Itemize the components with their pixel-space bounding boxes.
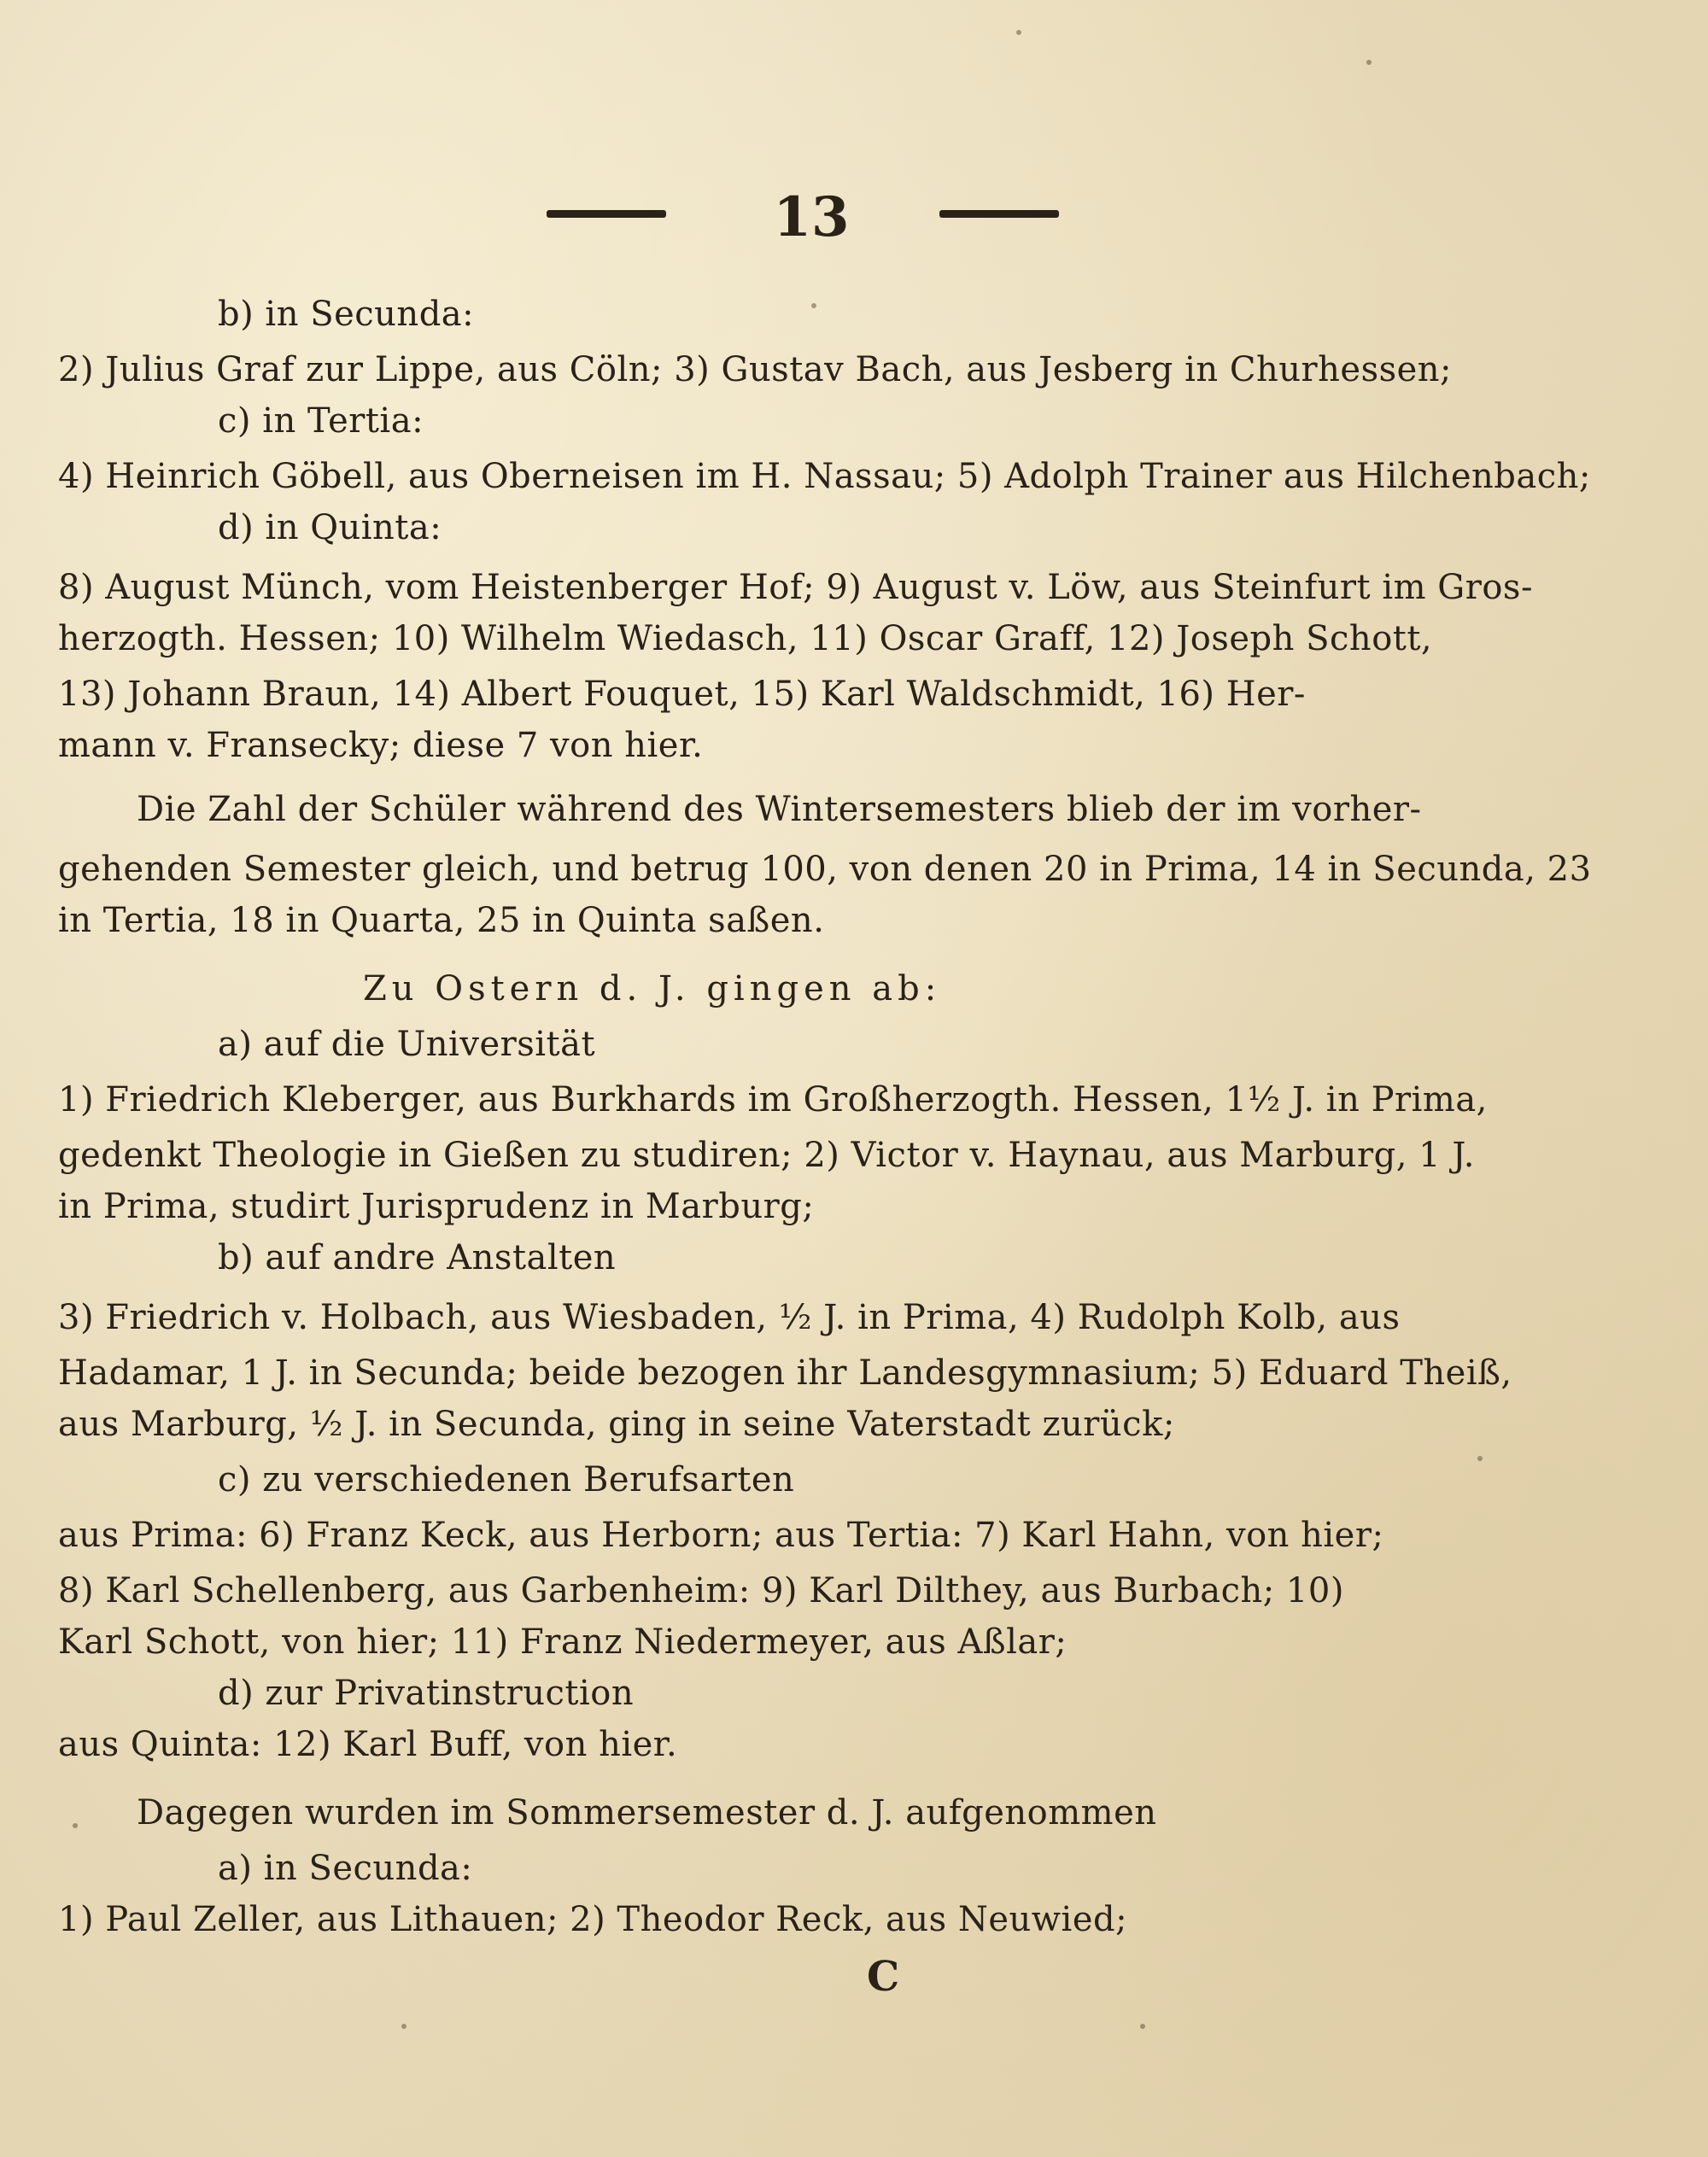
paragraph-first-line: Dagegen wurden im Sommersemester d. J. aufgenommen <box>137 1793 1157 1833</box>
text-line: gedenkt Theologie in Gießen zu studiren; 2) Victor v. Haynau, aus Marburg, 1 J. <box>58 1136 1475 1175</box>
signature-mark: C <box>867 1953 900 2001</box>
text-line: 8) August Münch, vom Heistenberger Hof; 9) August v. Löw, aus Steinfurt im Gros- <box>58 568 1533 607</box>
paper-speck <box>1140 2024 1145 2029</box>
text-line: Hadamar, 1 J. in Secunda; beide bezogen ihr Landesgymnasium; 5) Eduard Theiß, <box>58 1353 1512 1393</box>
subheading-tertia: c) in Tertia: <box>218 401 424 441</box>
subheading-universitaet: a) auf die Universität <box>218 1025 596 1064</box>
text-line: in Tertia, 18 in Quarta, 25 in Quinta saßen. <box>58 901 825 940</box>
text-line: 13) Johann Braun, 14) Albert Fouquet, 15) Karl Waldschmidt, 16) Her- <box>58 675 1306 714</box>
subheading-quinta: d) in Quinta: <box>218 508 442 547</box>
subheading-privatinstruction: d) zur Privatinstruction <box>218 1674 635 1713</box>
text-line: 4) Heinrich Göbell, aus Oberneisen im H. Nassau; 5) Adolph Trainer aus Hilchenbach; <box>58 457 1591 496</box>
text-line: 1) Paul Zeller, aus Lithauen; 2) Theodor Reck, aus Neuwied; <box>58 1900 1128 1939</box>
paper-speck <box>1016 30 1021 35</box>
subheading-berufsarten: c) zu verschiedenen Berufsarten <box>218 1460 795 1499</box>
paper-speck <box>401 2024 407 2029</box>
page-header <box>0 175 1708 260</box>
text-line: in Prima, studirt Jurisprudenz in Marburg; <box>58 1187 815 1226</box>
text-line: mann v. Fransecky; diese 7 von hier. <box>58 726 704 765</box>
section-heading: Zu Ostern d. J. gingen ab: <box>363 969 942 1008</box>
paper-speck <box>811 303 816 308</box>
text-line: 2) Julius Graf zur Lippe, aus Cöln; 3) Gustav Bach, aus Jesberg in Churhessen; <box>58 350 1453 389</box>
paper-speck <box>1477 1456 1483 1461</box>
text-line: herzogth. Hessen; 10) Wilhelm Wiedasch, 11) Oscar Graff, 12) Joseph Schott, <box>58 619 1433 658</box>
text-line: gehenden Semester gleich, und betrug 100, von denen 20 in Prima, 14 in Secunda, 23 <box>58 850 1592 889</box>
text-line: aus Prima: 6) Franz Keck, aus Herborn; aus Tertia: 7) Karl Hahn, von hier; <box>58 1516 1384 1555</box>
text-line: 8) Karl Schellenberg, aus Garbenheim: 9) Karl Dilthey, aus Burbach; 10) <box>58 1571 1344 1610</box>
page-number: 13 <box>773 185 850 249</box>
subheading-secunda: b) in Secunda: <box>218 295 475 334</box>
paragraph-first-line: Die Zahl der Schüler während des Wintersemesters blieb der im vorher- <box>137 790 1422 829</box>
paper-speck <box>1366 60 1372 65</box>
text-line: aus Quinta: 12) Karl Buff, von hier. <box>58 1725 678 1764</box>
text-line: 3) Friedrich v. Holbach, aus Wiesbaden, ½ J. in Prima, 4) Rudolph Kolb, aus <box>58 1298 1401 1337</box>
text-line: 1) Friedrich Kleberger, aus Burkhards im Großherzogth. Hessen, 1½ J. in Prima, <box>58 1080 1488 1119</box>
text-line: aus Marburg, ½ J. in Secunda, ging in seine Vaterstadt zurück; <box>58 1405 1175 1444</box>
subheading-secunda-aufgenommen: a) in Secunda: <box>218 1849 473 1888</box>
subheading-anstalten: b) auf andre Anstalten <box>218 1238 617 1277</box>
text-line: Karl Schott, von hier; 11) Franz Niedermeyer, aus Aßlar; <box>58 1622 1068 1662</box>
header-rule-right <box>939 210 1059 218</box>
paper-speck <box>73 1823 78 1828</box>
header-rule-left <box>547 210 666 218</box>
